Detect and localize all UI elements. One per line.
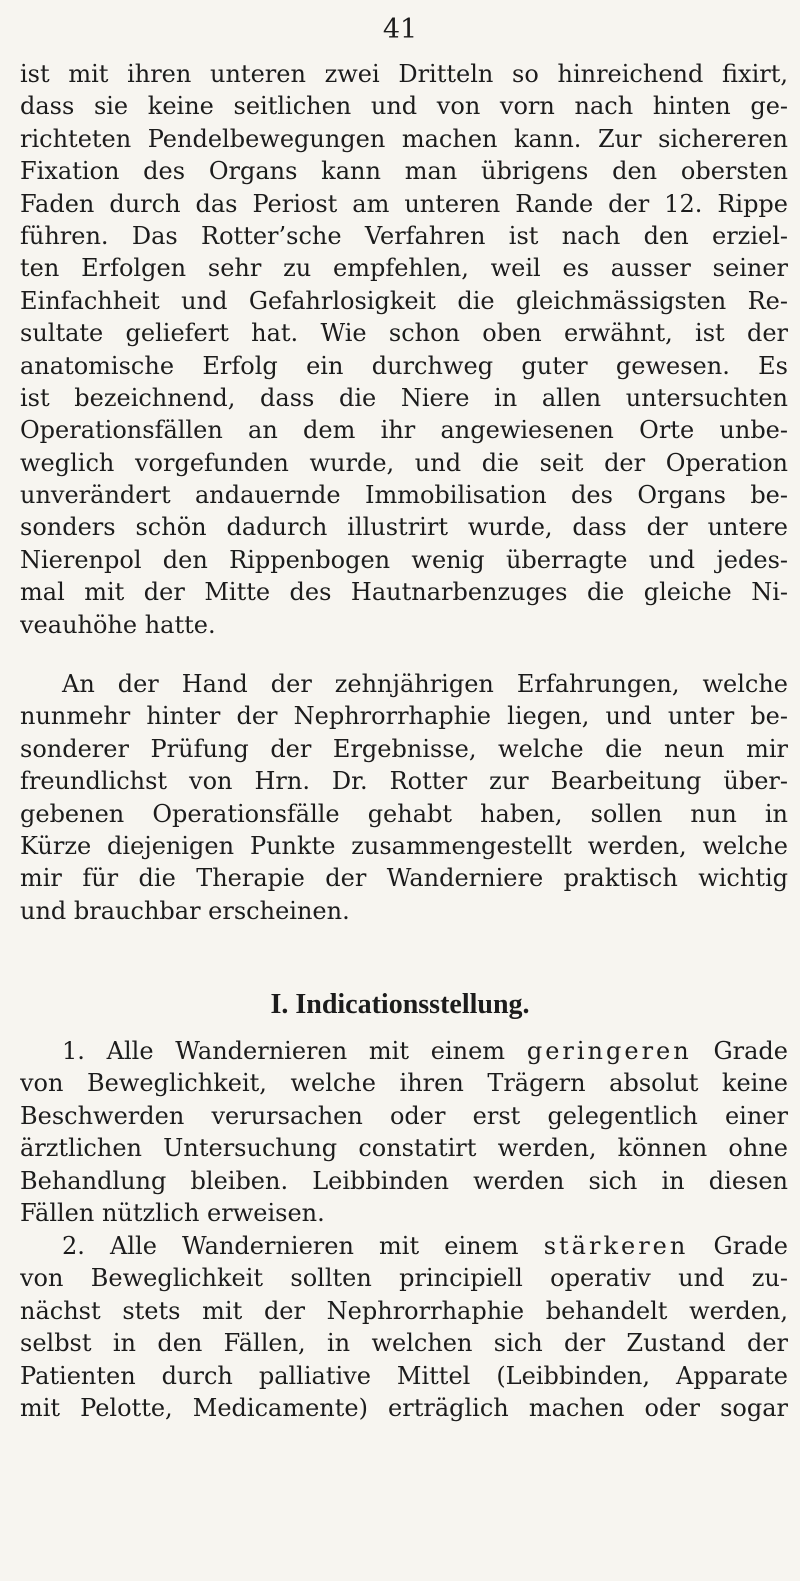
text-segment: 1. Alle Wandernieren mit einem (62, 1037, 527, 1065)
text-line (20, 1035, 788, 1067)
emphasized-word: stärkeren (543, 1232, 689, 1260)
text-line: unverändert andauernde Immobilisation des Organs be- (20, 481, 788, 510)
text-line: Fixation des Organs kann man übrigens den obersten (20, 157, 788, 186)
text-line: mit Pelotte, Medicamente) erträglich machen oder sogar (20, 1393, 788, 1422)
text-line: von Beweglichkeit, welche ihren Trägern absolut keine (20, 1069, 788, 1098)
text-line: anatomische Erfolg ein durchweg guter gewesen. Es (20, 351, 788, 380)
page-number: 41 (382, 14, 418, 45)
text-segment: Grade (688, 1232, 788, 1260)
text-line: sonderer Prüfung der Ergebnisse, welche die neun mir (20, 734, 788, 763)
text-line: weglich vorgefunden wurde, und die seit der Operation (20, 448, 788, 477)
text-line: ten Erfolgen sehr zu empfehlen, weil es ausser seiner (20, 254, 788, 283)
text-line: Faden durch das Periost am unteren Rande der 12. Rippe (20, 189, 788, 218)
text-line: gebenen Operationsfälle gehabt haben, sollen nun in (20, 799, 788, 828)
text-line: Operationsfällen an dem ihr angewiesenen Orte unbe- (20, 416, 788, 445)
text-line: veauhöhe hatte. (20, 610, 216, 639)
text-line: nunmehr hinter der Nephrorrhaphie liegen, und unter be- (20, 702, 788, 731)
paragraph-2 (20, 668, 788, 927)
text-line: ärztlichen Untersuchung constatirt werden, können ohne (20, 1134, 788, 1163)
text-line: sonders schön dadurch illustrirt wurde, dass der untere (20, 513, 788, 542)
text-line: Einfachheit und Gefahrlosigkeit die gleichmässigsten Re- (20, 286, 788, 315)
text-line: Nierenpol den Rippenbogen wenig überragte und jedes- (20, 545, 788, 574)
text-line: richteten Pendelbewegungen machen kann. Zur sichereren (20, 124, 788, 153)
paragraph-1 (20, 58, 788, 641)
text-line: Kürze diejenigen Punkte zusammengestellt werden, welche (20, 831, 788, 860)
text-line: selbst in den Fällen, in welchen sich der Zustand der (20, 1329, 788, 1358)
text-line: ist bezeichnend, dass die Niere in allen untersuchten (20, 383, 788, 412)
text-line: freundlichst von Hrn. Dr. Rotter zur Bearbeitung über- (20, 767, 788, 796)
text-line: mal mit der Mitte des Hautnarbenzuges die gleiche Ni- (20, 578, 788, 607)
text-line: ist mit ihren unteren zwei Dritteln so hinreichend fixirt, (20, 60, 788, 88)
text-line: An der Hand der zehnjährigen Erfahrungen, welche (62, 670, 788, 698)
text-line: führen. Das Rotter’sche Verfahren ist nach den erziel- (20, 221, 788, 250)
text-line: Patienten durch palliative Mittel (Leibbinden, Apparate (20, 1361, 788, 1390)
section-heading: I. Indicationsstellung. (270, 989, 530, 1020)
text-line: dass sie keine seitlichen und von vorn nach hinten ge- (20, 92, 788, 121)
list-item-2 (20, 1230, 788, 1424)
emphasized-word: geringeren (526, 1037, 692, 1065)
list-item-1 (20, 1035, 788, 1229)
text-line: mir für die Therapie der Wanderniere praktisch wichtig (20, 864, 788, 893)
text-line: Beschwerden verursachen oder erst gelegentlich einer (20, 1101, 788, 1130)
text-line: sultate geliefert hat. Wie schon oben erwähnt, ist der (20, 319, 788, 348)
text-line (20, 1230, 788, 1262)
text-line: Fällen nützlich erweisen. (20, 1198, 325, 1227)
text-line: und brauchbar erscheinen. (20, 896, 350, 925)
text-line: von Beweglichkeit sollten principiell operativ und zu- (20, 1264, 788, 1293)
text-segment: Grade (691, 1037, 788, 1065)
text-line: Behandlung bleiben. Leibbinden werden sich in diesen (20, 1166, 788, 1195)
text-segment: 2. Alle Wandernieren mit einem (62, 1232, 544, 1260)
text-line: nächst stets mit der Nephrorrhaphie behandelt werden, (20, 1296, 788, 1325)
